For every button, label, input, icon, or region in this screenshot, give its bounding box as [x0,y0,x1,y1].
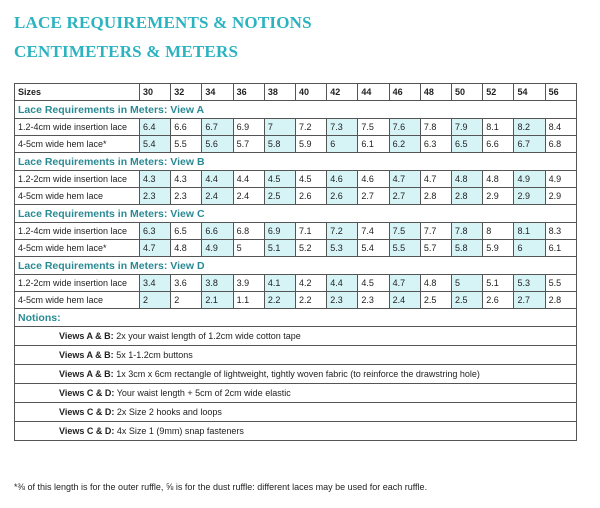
value-cell: 7.2 [327,223,358,240]
value-cell: 6.1 [358,136,389,153]
footnote: *⅜ of this length is for the outer ruffle, ⅝ is for the dust ruffle: different laces may be used for each ruffle. [14,482,428,492]
value-cell: 6.2 [389,136,420,153]
value-cell: 5.2 [296,240,327,257]
row-label: 1.2-2cm wide insertion lace [15,171,140,188]
value-cell: 5.7 [420,240,451,257]
notion-row [15,346,577,365]
value-cell: 2.2 [296,292,327,309]
value-cell: 6.3 [140,223,171,240]
table-row [15,292,577,309]
value-cell: 2.5 [420,292,451,309]
size-header-56: 56 [545,84,576,101]
value-cell: 7 [264,119,295,136]
value-cell: 8.1 [483,119,514,136]
value-cell: 5.6 [202,136,233,153]
size-header-48: 48 [420,84,451,101]
value-cell: 4.5 [358,275,389,292]
value-cell: 2.6 [483,292,514,309]
value-cell: 1.1 [233,292,264,309]
value-cell: 6.8 [545,136,576,153]
value-cell: 5.8 [452,240,483,257]
row-label: 1.2-2cm wide insertion lace [15,275,140,292]
value-cell: 6.9 [264,223,295,240]
value-cell: 2.6 [327,188,358,205]
size-header-40: 40 [296,84,327,101]
value-cell: 7.3 [327,119,358,136]
value-cell: 6.6 [171,119,202,136]
value-cell: 5.1 [483,275,514,292]
notion-row [15,365,577,384]
value-cell: 7.5 [358,119,389,136]
size-header-38: 38 [264,84,295,101]
value-cell: 2.4 [389,292,420,309]
value-cell: 6.5 [452,136,483,153]
value-cell: 8.4 [545,119,576,136]
value-cell: 4.7 [389,171,420,188]
value-cell: 6.3 [420,136,451,153]
section-header-row [15,257,577,275]
value-cell: 2.9 [514,188,545,205]
value-cell: 2.1 [202,292,233,309]
size-header-30: 30 [140,84,171,101]
value-cell: 7.7 [420,223,451,240]
page-subtitle: CENTIMETERS & METERS [14,42,239,61]
notion-views: Views A & B: [59,369,114,379]
requirements-table [14,83,577,441]
table-row [15,188,577,205]
notion-cell [15,384,577,403]
value-cell: 6 [514,240,545,257]
section-header-row [15,101,577,119]
table-row [15,119,577,136]
value-cell: 7.2 [296,119,327,136]
value-cell: 2.3 [140,188,171,205]
value-cell: 5.4 [358,240,389,257]
notion-views: Views A & B: [59,331,114,341]
value-cell: 5.7 [233,136,264,153]
value-cell: 3.9 [233,275,264,292]
value-cell: 5 [452,275,483,292]
value-cell: 4.7 [389,275,420,292]
value-cell: 4.5 [264,171,295,188]
value-cell: 4.3 [140,171,171,188]
value-cell: 4.3 [171,171,202,188]
size-header-50: 50 [452,84,483,101]
value-cell: 3.6 [171,275,202,292]
value-cell: 4.5 [296,171,327,188]
value-cell: 5.5 [545,275,576,292]
value-cell: 4.1 [264,275,295,292]
row-label: 4-5cm wide hem lace* [15,136,140,153]
value-cell: 6.5 [171,223,202,240]
value-cell: 4.8 [171,240,202,257]
value-cell: 8.3 [545,223,576,240]
value-cell: 4.9 [514,171,545,188]
section-header-row [15,205,577,223]
value-cell: 2.5 [452,292,483,309]
table-header-row [15,84,577,101]
value-cell: 4.8 [452,171,483,188]
value-cell: 4.2 [296,275,327,292]
value-cell: 2 [140,292,171,309]
value-cell: 5.3 [327,240,358,257]
value-cell: 4.4 [233,171,264,188]
value-cell: 4.6 [327,171,358,188]
value-cell: 4.7 [420,171,451,188]
section-title: Lace Requirements in Meters: View B [15,153,577,171]
value-cell: 5.8 [264,136,295,153]
section-title: Lace Requirements in Meters: View A [15,101,577,119]
value-cell: 2.7 [514,292,545,309]
value-cell: 2.7 [358,188,389,205]
notion-text: 2x your waist length of 1.2cm wide cotton tape [113,331,301,341]
value-cell: 2.3 [358,292,389,309]
notion-views: Views C & D: [59,407,115,417]
notion-cell [15,346,577,365]
notion-cell [15,365,577,384]
value-cell: 6 [327,136,358,153]
value-cell: 6.7 [514,136,545,153]
notion-row [15,384,577,403]
value-cell: 5.3 [514,275,545,292]
value-cell: 2.5 [264,188,295,205]
notion-cell [15,422,577,441]
size-header-54: 54 [514,84,545,101]
notion-views: Views A & B: [59,350,114,360]
value-cell: 3.8 [202,275,233,292]
notion-text: 2x Size 2 hooks and loops [114,407,222,417]
row-label: 1.2-4cm wide insertion lace [15,223,140,240]
notion-text: 1x 3cm x 6cm rectangle of lightweight, tightly woven fabric (to reinforce the drawstring hole) [113,369,480,379]
value-cell: 2.8 [452,188,483,205]
size-header-34: 34 [202,84,233,101]
value-cell: 2.7 [389,188,420,205]
value-cell: 4.4 [202,171,233,188]
value-cell: 6.1 [545,240,576,257]
value-cell: 5.1 [264,240,295,257]
table-row [15,136,577,153]
value-cell: 6.7 [202,119,233,136]
value-cell: 6.6 [202,223,233,240]
value-cell: 4.7 [140,240,171,257]
value-cell: 2.6 [296,188,327,205]
section-title: Lace Requirements in Meters: View D [15,257,577,275]
notion-row [15,422,577,441]
value-cell: 6.6 [483,136,514,153]
value-cell: 5.9 [296,136,327,153]
value-cell: 7.8 [452,223,483,240]
value-cell: 2.3 [327,292,358,309]
row-label: 4-5cm wide hem lace [15,292,140,309]
value-cell: 7.4 [358,223,389,240]
size-header-44: 44 [358,84,389,101]
row-label: 4-5cm wide hem lace [15,188,140,205]
value-cell: 2.4 [202,188,233,205]
notions-header-row [15,309,577,327]
value-cell: 5.5 [389,240,420,257]
value-cell: 5.9 [483,240,514,257]
size-header-46: 46 [389,84,420,101]
notion-text: 4x Size 1 (9mm) snap fasteners [114,426,244,436]
header-label: Sizes [15,84,140,101]
table-row [15,223,577,240]
value-cell: 7.6 [389,119,420,136]
value-cell: 7.1 [296,223,327,240]
value-cell: 4.9 [545,171,576,188]
section-title: Lace Requirements in Meters: View C [15,205,577,223]
value-cell: 7.9 [452,119,483,136]
value-cell: 4.8 [483,171,514,188]
value-cell: 2.3 [171,188,202,205]
value-cell: 5.4 [140,136,171,153]
value-cell: 4.6 [358,171,389,188]
value-cell: 8 [483,223,514,240]
section-header-row [15,153,577,171]
value-cell: 5.5 [171,136,202,153]
value-cell: 4.8 [420,275,451,292]
value-cell: 2.9 [483,188,514,205]
value-cell: 2.9 [545,188,576,205]
row-label: 4-5cm wide hem lace* [15,240,140,257]
value-cell: 8.2 [514,119,545,136]
value-cell: 2.2 [264,292,295,309]
row-label: 1.2-4cm wide insertion lace [15,119,140,136]
notion-views: Views C & D: [59,388,115,398]
value-cell: 8.1 [514,223,545,240]
size-header-52: 52 [483,84,514,101]
value-cell: 3.4 [140,275,171,292]
size-header-42: 42 [327,84,358,101]
size-header-36: 36 [233,84,264,101]
value-cell: 6.9 [233,119,264,136]
value-cell: 4.4 [327,275,358,292]
table-row [15,275,577,292]
value-cell: 2 [171,292,202,309]
value-cell: 6.8 [233,223,264,240]
page-title: LACE REQUIREMENTS & NOTIONS [14,13,312,32]
value-cell: 6.4 [140,119,171,136]
size-header-32: 32 [171,84,202,101]
value-cell: 2.8 [545,292,576,309]
value-cell: 7.5 [389,223,420,240]
notion-cell [15,327,577,346]
value-cell: 2.4 [233,188,264,205]
notion-cell [15,403,577,422]
value-cell: 4.9 [202,240,233,257]
notion-row [15,403,577,422]
notion-row [15,327,577,346]
table-row [15,240,577,257]
value-cell: 7.8 [420,119,451,136]
table-row [15,171,577,188]
notions-title: Notions: [15,309,577,327]
notion-text: Your waist length + 5cm of 2cm wide elastic [114,388,291,398]
notion-views: Views C & D: [59,426,115,436]
value-cell: 5 [233,240,264,257]
value-cell: 2.8 [420,188,451,205]
notion-text: 5x 1-1.2cm buttons [113,350,193,360]
